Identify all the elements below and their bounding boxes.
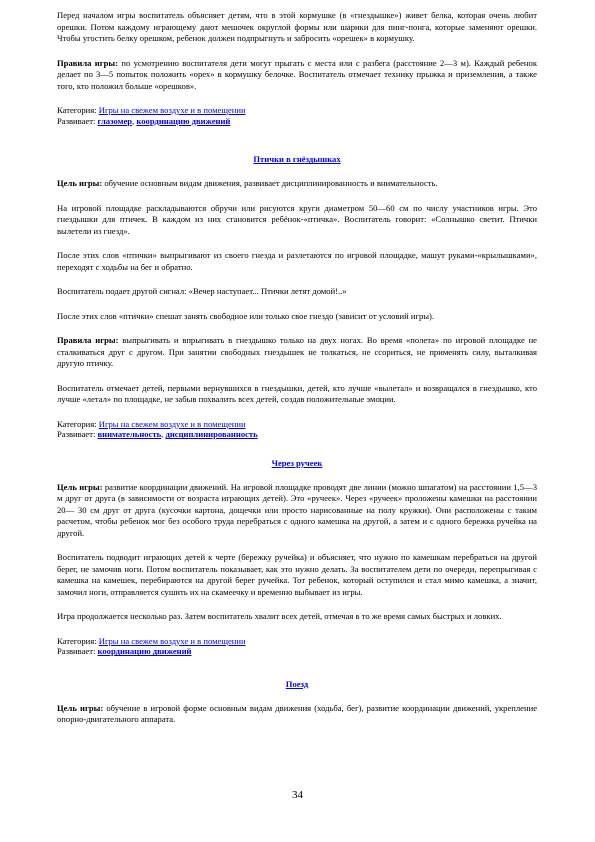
section-title-link[interactable]: Птички в гнёздышках <box>253 154 341 164</box>
goal-label: Цель игры: <box>57 481 103 492</box>
category-label: Категория: <box>57 418 99 429</box>
develops-label: Развивает: <box>57 646 98 656</box>
develops-line <box>57 646 537 657</box>
section-title-link[interactable]: Поезд <box>285 678 309 689</box>
develops-link[interactable]: дисциплинированность <box>165 429 258 439</box>
develops-link[interactable]: внимательность <box>97 429 162 439</box>
page-number: 34 <box>292 789 303 801</box>
meta-block <box>57 419 537 440</box>
develops-label: Развивает: <box>57 115 98 126</box>
category-label: Категория: <box>57 635 99 646</box>
category-line <box>57 105 537 116</box>
develops-line <box>57 116 537 127</box>
develops-link[interactable]: координацию движений <box>97 646 192 656</box>
category-link[interactable]: Игры на свежем воздухе и в помещении <box>98 635 246 646</box>
paragraph: Игра продолжается несколько раз. Затем воспитатель хвалит всех детей, отмечая в то же время самых быстрых и ловких. <box>57 611 502 621</box>
page-content <box>57 10 537 726</box>
develops-link[interactable]: глазомер <box>97 115 133 126</box>
goal-text: развитие координации движений. На игровой площадке проводят две линии (можно шпагатом) на расстоянии 1,5—3 м друг от друга (в зависимости от возраста играющих детей). Это «ручеек». Через «ручеек» проложены камешки на расстоянии 20— 30 см друг от друга (кусочки картона, дощечки или просто нарисованные на полу кружки). Они расположены с таким расчетом, чтобы ребенок мог без особого труда перебраться с одного камешка на другой, а затем и с одного бережка ручейка на другой. <box>57 481 537 538</box>
paragraph: Воспитатель подводит играющих детей к черте (бережку ручейка) и объясняет, что нужно по камешкам перебраться на другой берег, не замочив ноги. Потом воспитатель показывает, как это нужно делать. За воспитателем дети по очереди, перепрыгивая с камешка на камешек, перебираются на другой берег ручейка. Тот ребенок, который оступился и стал мимо камешка, а значит, замочил ноги, отправляется сушить их на скамеечку и временно выбывает из игры. <box>57 552 537 597</box>
goal-label: Цель игры: <box>57 178 103 188</box>
paragraph: Воспитатель отмечает детей, первыми вернувшихся в гнездышки, детей, кто лучше «вылетал» и возвращался в гнездышко, кто лучше «летал» по площадке, не забыв похвалить всех детей, создав положительные эмоции. <box>57 382 537 404</box>
paragraph: Перед началом игры воспитатель объясняет детям, что в этой кормушке (в «гнездышке») живет белка, которая очень любит орешки. Потом каждому играющему дают мешочек округлой формы или шарики для пинг-понга, которые заменяют орешки. Чтобы угостить белку орешком, ребенок должен подпрыгнуть и забросить «орешек» в кормушку. <box>57 10 537 43</box>
goal-text: обучение в игровой форме основным видам движения (ходьба, бег), развитие координации движений, укрепление опорно-двигательного аппарата. <box>57 702 538 724</box>
category-line <box>57 636 537 647</box>
rules-label: Правила игры: <box>57 335 119 345</box>
paragraph: После этих слов «птички» выпрыгивают из своего гнезда и разлетаются по игровой площадке, машут руками-«крылышками», переходят с ходьбы на бег и обратно. <box>57 250 537 272</box>
develops-separator: , <box>161 429 166 439</box>
rules-label: Правила игры: <box>57 57 119 68</box>
develops-label: Развивает: <box>57 429 98 439</box>
section-title-link[interactable]: Через ручеек <box>271 457 323 468</box>
develops-link[interactable]: координацию движений <box>136 115 231 126</box>
develops-separator: , <box>132 115 137 126</box>
category-link[interactable]: Игры на свежем воздухе и в помещении <box>98 105 246 115</box>
section-title <box>57 154 537 165</box>
paragraph: На игровой площадке раскладываются обручи или рисуются круги диаметром 50—60 см по числу участников игры. Это гнездышки для птичек. В каждом из них становится ребёнок-«птичка». Воспитатель говорит: «Солнышко светит. Птички вылетели из гнезд». <box>57 202 537 236</box>
section-title <box>57 458 537 469</box>
goal-paragraph <box>57 178 537 190</box>
develops-line <box>57 429 537 440</box>
rules-paragraph <box>57 335 537 370</box>
rules-text: выпрыгивать и впрыгивать в гнездышко только на двух ногах. Во время «полета» по игровой площадке не сталкиваться друг с другом. При занятии свободных гнездышек не толкаться, не ссориться, не применять силу, выталкивая другую птичку. <box>57 335 537 368</box>
category-link[interactable]: Игры на свежем воздухе и в помещении <box>98 418 246 429</box>
paragraph: После этих слов «птички» спешат занять свободное или только свое гнездо (зависит от условий игры). <box>57 310 435 321</box>
goal-label: Цель игры: <box>57 702 104 713</box>
goal-paragraph <box>57 482 537 540</box>
meta-block <box>57 105 537 126</box>
rules-paragraph <box>57 58 537 93</box>
paragraph: Воспитатель подает другой сигнал: «Вечер наступает... Птички летят домой!..» <box>57 286 347 296</box>
goal-paragraph <box>57 703 537 726</box>
rules-text: по усмотрению воспитателя дети могут прыгать с места или с разбега (расстояние 2—3 м). Каждый ребенок делает по 3—5 попыток положить «орех» в кормушку белочке. Воспитатель отмечает технику прыжка и приземления, а также того, кто положил больше «орешков». <box>57 57 537 91</box>
category-label: Категория: <box>57 105 99 115</box>
category-line <box>57 419 537 430</box>
section-title <box>57 679 537 690</box>
meta-block <box>57 636 537 657</box>
goal-text: обучение основным видам движения, развивает дисциплинированность и внимательность. <box>102 178 438 188</box>
